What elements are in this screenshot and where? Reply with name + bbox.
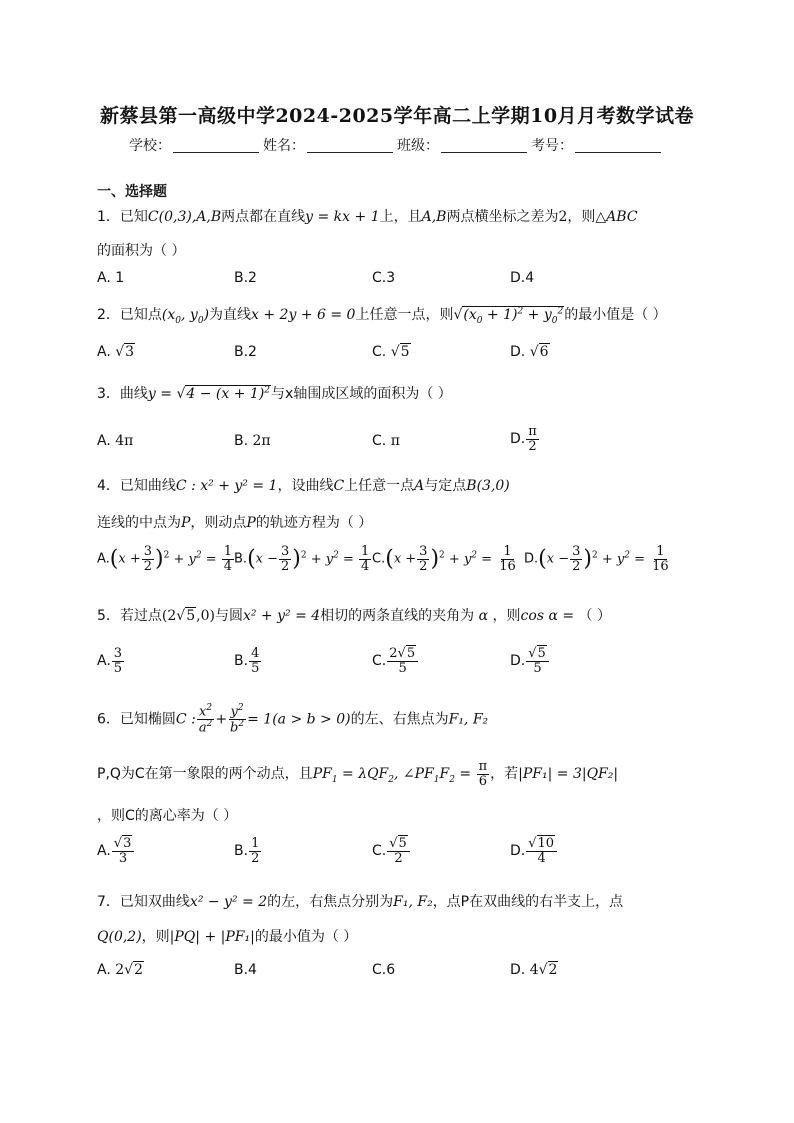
- q2-option-c[interactable]: C. √5: [372, 344, 410, 360]
- q4-option-c[interactable]: C.(x + $\frac{3}{2}$ )$^2 + y^2$ = $\frac{1}{16}$: [372, 544, 516, 574]
- q7-option-c[interactable]: C.6: [372, 962, 396, 978]
- question-7-line-2: Q(0,2)，则|PQ| + |PF₁|的最小值为（ ）: [97, 929, 358, 945]
- q3-option-a[interactable]: A. 4π: [97, 433, 134, 449]
- q6-option-a[interactable]: A. $\frac{√3}{3}$: [97, 837, 135, 865]
- question-4-line-2: 连线的中点为P，则动点P的轨迹方程为（ ）: [97, 515, 373, 531]
- school-label: 学校：: [129, 138, 171, 154]
- exam-no-label: 考号：: [531, 138, 573, 154]
- name-blank[interactable]: [307, 138, 393, 153]
- q1-option-b[interactable]: B.2: [234, 270, 257, 286]
- name-label: 姓名：: [263, 138, 305, 154]
- question-2-line: 2．已知点($x_0$, $y_0$)为直线x + 2y + 6 = 0上任意一点，则$√(x_0 + 1)^2 + y_0^2$的最小值是（ ）: [97, 306, 667, 326]
- question-3-line: 3．曲线$y = √4 - (x + 1)^2$与x轴围成区域的面积为（ ）: [97, 385, 452, 402]
- question-6-line-2: P,Q为C在第一象限的两个动点，且$PF_1 = \lambda QF_2$, $\angle PF_1F_2$ = $\frac{\pi}{6}$ ，若|PF₁| = 3|QF₂|: [97, 759, 619, 789]
- question-1-line-1: 1．已知C(0,3),A,B两点都在直线y = kx + 1上，且A,B两点横坐标之差为2，则△ABC: [97, 209, 638, 225]
- q5-option-b[interactable]: B. $\frac{4}{5}$: [234, 646, 260, 676]
- class-blank[interactable]: [441, 138, 527, 153]
- q3-option-d[interactable]: D. $\frac{\pi}{2}$: [510, 424, 537, 454]
- q6-option-d[interactable]: D. $\frac{√10}{4}$: [510, 837, 558, 865]
- exam-title: 新蔡县第一高级中学2024-2025学年高二上学期10月月考数学试卷: [99, 105, 695, 127]
- q2-option-d[interactable]: D. √6: [510, 344, 549, 360]
- class-label: 班级：: [397, 138, 439, 154]
- question-6-line-3: ，则C的离心率为（ ）: [97, 808, 238, 824]
- question-1-line-2: 的面积为（ ）: [97, 243, 186, 259]
- q1-option-d[interactable]: D.4: [510, 270, 535, 286]
- exam-no-blank[interactable]: [575, 138, 661, 153]
- sqrt-expression: $√(x_0 + 1)^2 + y_0^2$: [453, 306, 564, 326]
- question-6-line-1: 6．已知椭圆C : $\frac{x^2}{a^2}$ + $\frac{y^2}{b^2}$ = 1(a > b > 0)的左、右焦点为F₁, F₂: [97, 703, 489, 736]
- q7-option-a[interactable]: A. 2√2: [97, 962, 143, 978]
- q4-option-d[interactable]: D.(x − $\frac{3}{2}$ )$^2 + y^2$ = $\frac{1}{16}$: [524, 544, 669, 574]
- q6-option-c[interactable]: C. $\frac{√5}{2}$: [372, 837, 411, 865]
- school-blank[interactable]: [173, 138, 259, 153]
- q3-option-c[interactable]: C. π: [372, 433, 400, 449]
- q4-option-b[interactable]: B.(x − $\frac{3}{2}$ )$^2 + y^2$ = $\frac{1}{4}$: [234, 544, 370, 574]
- q1-option-c[interactable]: C.3: [372, 270, 396, 286]
- q3-option-b[interactable]: B. 2π: [234, 433, 271, 449]
- q5-option-a[interactable]: A. $\frac{3}{5}$: [97, 646, 123, 676]
- section-heading: 一、选择题: [97, 184, 167, 200]
- q7-option-d[interactable]: D. 4√2: [510, 962, 558, 978]
- q4-option-a[interactable]: A.(x + $\frac{3}{2}$ )$^2 + y^2$ = $\frac{1}{4}$: [97, 544, 233, 574]
- student-info-row: [0, 135, 794, 155]
- question-5-line: 5．若过点(2√5,0)与圆x² + y² = 4相切的两条直线的夹角为 α ，则cos α = （ ）: [97, 608, 611, 624]
- q6-option-b[interactable]: B. $\frac{1}{2}$: [234, 836, 260, 866]
- q2-option-a[interactable]: A. √3: [97, 344, 135, 360]
- q1-option-a[interactable]: A. 1: [97, 270, 125, 286]
- q7-option-b[interactable]: B.4: [234, 962, 257, 978]
- q5-option-d[interactable]: D. $\frac{√5}{5}$: [510, 647, 550, 675]
- question-4-line-1: 4．已知曲线C : x² + y² = 1，设曲线C上任意一点A与定点B(3,0): [97, 478, 510, 494]
- q2-option-b[interactable]: B.2: [234, 344, 257, 360]
- q5-option-c[interactable]: C. $\frac{2√5}{5}$: [372, 647, 419, 675]
- question-7-line-1: 7．已知双曲线x² − y² = 2的左，右焦点分别为F₁, F₂，点P在双曲线的右半支上，点: [97, 894, 624, 910]
